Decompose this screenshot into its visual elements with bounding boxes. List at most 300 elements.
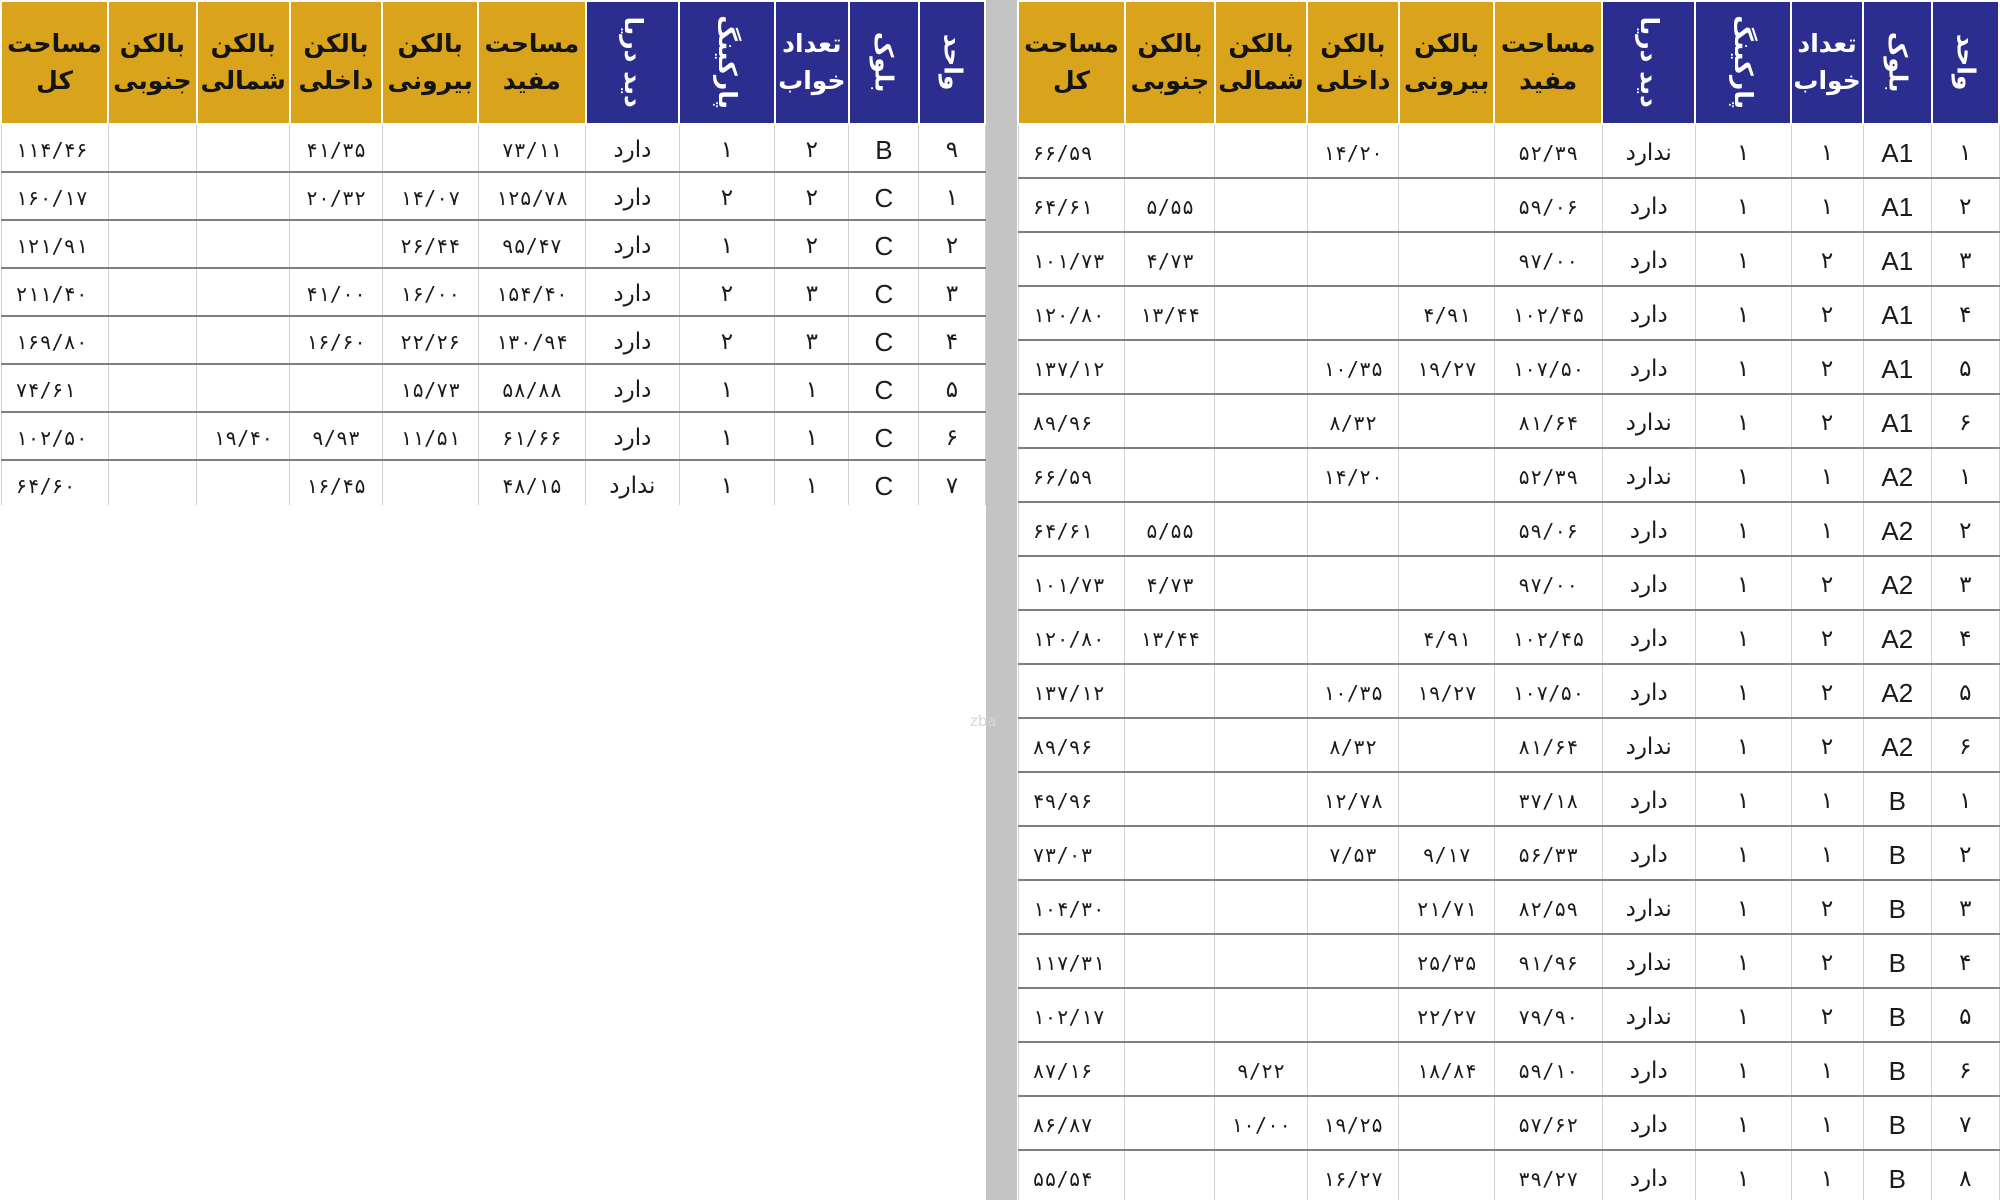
cell-unit: ۲ bbox=[1932, 502, 1999, 556]
table-row bbox=[1018, 394, 1999, 448]
column-header-parking bbox=[679, 1, 775, 124]
column-header-label: بلوک bbox=[870, 32, 900, 93]
table-row bbox=[1018, 1042, 1999, 1096]
cell-unit: ۱ bbox=[1932, 124, 1999, 178]
cell-sea-view: ندارد bbox=[1602, 988, 1695, 1042]
cell-beds: ۳ bbox=[775, 268, 849, 316]
column-header-label: واحد bbox=[1951, 34, 1981, 91]
cell-total-area: ۶۶/۵۹ bbox=[1018, 448, 1125, 502]
column-header-unit bbox=[1932, 1, 1999, 124]
table-row bbox=[1, 172, 985, 220]
cell-block: A2 bbox=[1863, 448, 1932, 502]
cell-sea-view: دارد bbox=[1602, 1150, 1695, 1200]
column-header-parking bbox=[1695, 1, 1791, 124]
cell-sea-view: دارد bbox=[586, 364, 679, 412]
cell-outer-balcony: ۲۶/۴۴ bbox=[382, 220, 478, 268]
cell-parking: ۱ bbox=[1695, 1096, 1791, 1150]
cell-outer-balcony bbox=[1399, 232, 1495, 286]
cell-inner-balcony: ۱۶/۴۵ bbox=[290, 460, 383, 505]
column-header-label: بالکن جنوبی bbox=[113, 29, 192, 95]
cell-beds: ۱ bbox=[1791, 1150, 1863, 1200]
cell-outer-balcony bbox=[1399, 124, 1495, 178]
cell-net-area: ۱۰۲/۴۵ bbox=[1494, 610, 1602, 664]
cell-north-balcony bbox=[197, 220, 290, 268]
cell-beds: ۱ bbox=[1791, 124, 1863, 178]
cell-outer-balcony: ۱۹/۲۷ bbox=[1399, 664, 1495, 718]
cell-south-balcony bbox=[108, 412, 197, 460]
cell-beds: ۲ bbox=[775, 124, 849, 172]
cell-north-balcony bbox=[1215, 232, 1307, 286]
column-header-inner-balcony bbox=[1307, 1, 1399, 124]
table-row bbox=[1018, 232, 1999, 286]
column-header-label: تعداد خواب bbox=[778, 29, 846, 95]
cell-net-area: ۶۱/۶۶ bbox=[478, 412, 586, 460]
cell-outer-balcony bbox=[1399, 772, 1495, 826]
table-row bbox=[1018, 286, 1999, 340]
cell-north-balcony bbox=[197, 172, 290, 220]
cell-total-area: ۱۶۹/۸۰ bbox=[1, 316, 108, 364]
cell-outer-balcony bbox=[382, 460, 478, 505]
left-table-panel bbox=[0, 0, 986, 505]
cell-south-balcony bbox=[1125, 718, 1215, 772]
cell-parking: ۱ bbox=[1695, 988, 1791, 1042]
cell-net-area: ۳۷/۱۸ bbox=[1494, 772, 1602, 826]
cell-beds: ۱ bbox=[1791, 772, 1863, 826]
cell-total-area: ۸۹/۹۶ bbox=[1018, 394, 1125, 448]
cell-outer-balcony bbox=[1399, 1096, 1495, 1150]
cell-unit: ۴ bbox=[1932, 610, 1999, 664]
cell-block: A2 bbox=[1863, 610, 1932, 664]
cell-north-balcony bbox=[1215, 610, 1307, 664]
column-header-label: دید دریا bbox=[1634, 16, 1664, 109]
cell-outer-balcony bbox=[1399, 556, 1495, 610]
column-header-label: بالکن شمالی bbox=[1218, 29, 1304, 95]
cell-beds: ۱ bbox=[1791, 1096, 1863, 1150]
cell-net-area: ۵۶/۳۳ bbox=[1494, 826, 1602, 880]
cell-block: C bbox=[849, 316, 919, 364]
cell-parking: ۲ bbox=[679, 316, 775, 364]
cell-south-balcony bbox=[1125, 124, 1215, 178]
cell-total-area: ۱۰۲/۱۷ bbox=[1018, 988, 1125, 1042]
cell-total-area: ۱۶۰/۱۷ bbox=[1, 172, 108, 220]
left-table-body bbox=[1, 124, 985, 505]
cell-sea-view: دارد bbox=[586, 412, 679, 460]
cell-total-area: ۷۳/۰۳ bbox=[1018, 826, 1125, 880]
table-row bbox=[1018, 826, 1999, 880]
cell-sea-view: دارد bbox=[1602, 286, 1695, 340]
cell-total-area: ۸۹/۹۶ bbox=[1018, 718, 1125, 772]
cell-beds: ۲ bbox=[1791, 718, 1863, 772]
cell-block: C bbox=[849, 220, 919, 268]
cell-net-area: ۸۱/۶۴ bbox=[1494, 718, 1602, 772]
column-header-net-area bbox=[478, 1, 586, 124]
cell-total-area: ۱۳۷/۱۲ bbox=[1018, 340, 1125, 394]
column-header-label: بلوک bbox=[1883, 32, 1913, 93]
cell-sea-view: دارد bbox=[1602, 1096, 1695, 1150]
header-row bbox=[1, 1, 985, 124]
table-row bbox=[1, 460, 985, 505]
column-header-sea-view bbox=[586, 1, 679, 124]
cell-total-area: ۷۴/۶۱ bbox=[1, 364, 108, 412]
cell-north-balcony: ۱۹/۴۰ bbox=[197, 412, 290, 460]
table-row bbox=[1018, 448, 1999, 502]
cell-south-balcony bbox=[1125, 664, 1215, 718]
cell-unit: ۳ bbox=[919, 268, 985, 316]
cell-net-area: ۵۲/۳۹ bbox=[1494, 124, 1602, 178]
cell-north-balcony bbox=[1215, 1150, 1307, 1200]
cell-sea-view: ندارد bbox=[1602, 394, 1695, 448]
cell-beds: ۲ bbox=[1791, 340, 1863, 394]
cell-north-balcony bbox=[197, 124, 290, 172]
column-header-unit bbox=[919, 1, 985, 124]
cell-inner-balcony bbox=[1307, 1042, 1399, 1096]
cell-north-balcony bbox=[197, 268, 290, 316]
table-row bbox=[1018, 340, 1999, 394]
cell-beds: ۱ bbox=[1791, 826, 1863, 880]
cell-south-balcony bbox=[1125, 826, 1215, 880]
cell-sea-view: ندارد bbox=[1602, 124, 1695, 178]
table-row bbox=[1, 220, 985, 268]
cell-inner-balcony bbox=[1307, 178, 1399, 232]
cell-outer-balcony: ۲۲/۲۷ bbox=[1399, 988, 1495, 1042]
cell-net-area: ۷۳/۱۱ bbox=[478, 124, 586, 172]
cell-parking: ۱ bbox=[679, 220, 775, 268]
cell-block: B bbox=[1863, 826, 1932, 880]
cell-south-balcony bbox=[1125, 1150, 1215, 1200]
cell-net-area: ۸۱/۶۴ bbox=[1494, 394, 1602, 448]
cell-total-area: ۶۶/۵۹ bbox=[1018, 124, 1125, 178]
right-table-panel bbox=[1017, 0, 2000, 1200]
cell-outer-balcony bbox=[1399, 1150, 1495, 1200]
cell-unit: ۲ bbox=[1932, 826, 1999, 880]
cell-sea-view: دارد bbox=[586, 172, 679, 220]
cell-outer-balcony bbox=[1399, 718, 1495, 772]
cell-inner-balcony: ۸/۳۲ bbox=[1307, 718, 1399, 772]
cell-inner-balcony: ۷/۵۳ bbox=[1307, 826, 1399, 880]
cell-inner-balcony bbox=[1307, 232, 1399, 286]
cell-net-area: ۹۷/۰۰ bbox=[1494, 556, 1602, 610]
cell-unit: ۶ bbox=[1932, 718, 1999, 772]
cell-south-balcony bbox=[1125, 934, 1215, 988]
cell-sea-view: دارد bbox=[1602, 826, 1695, 880]
cell-north-balcony bbox=[1215, 124, 1307, 178]
cell-total-area: ۶۴/۶۱ bbox=[1018, 178, 1125, 232]
cell-net-area: ۵۹/۰۶ bbox=[1494, 502, 1602, 556]
column-header-label: بالکن شمالی bbox=[200, 29, 286, 95]
cell-block: C bbox=[849, 172, 919, 220]
column-header-label: پارکینگ bbox=[713, 15, 743, 110]
cell-north-balcony bbox=[1215, 718, 1307, 772]
cell-north-balcony bbox=[1215, 826, 1307, 880]
cell-south-balcony bbox=[1125, 448, 1215, 502]
cell-inner-balcony: ۱۰/۳۵ bbox=[1307, 340, 1399, 394]
cell-outer-balcony: ۱۵/۷۳ bbox=[382, 364, 478, 412]
cell-south-balcony bbox=[108, 316, 197, 364]
table-row bbox=[1018, 664, 1999, 718]
cell-north-balcony: ۹/۲۲ bbox=[1215, 1042, 1307, 1096]
cell-sea-view: دارد bbox=[1602, 610, 1695, 664]
cell-unit: ۶ bbox=[1932, 1042, 1999, 1096]
cell-south-balcony bbox=[108, 268, 197, 316]
cell-block: A1 bbox=[1863, 232, 1932, 286]
cell-net-area: ۹۱/۹۶ bbox=[1494, 934, 1602, 988]
cell-beds: ۲ bbox=[1791, 988, 1863, 1042]
cell-outer-balcony: ۲۲/۲۶ bbox=[382, 316, 478, 364]
cell-sea-view: دارد bbox=[586, 268, 679, 316]
cell-north-balcony bbox=[1215, 880, 1307, 934]
cell-outer-balcony bbox=[1399, 448, 1495, 502]
cell-block: B bbox=[849, 124, 919, 172]
cell-parking: ۱ bbox=[1695, 124, 1791, 178]
cell-south-balcony: ۴/۷۳ bbox=[1125, 232, 1215, 286]
cell-unit: ۵ bbox=[1932, 340, 1999, 394]
cell-total-area: ۱۰۱/۷۳ bbox=[1018, 556, 1125, 610]
column-header-south-balcony bbox=[1125, 1, 1215, 124]
column-header-outer-balcony bbox=[382, 1, 478, 124]
cell-net-area: ۱۰۷/۵۰ bbox=[1494, 664, 1602, 718]
cell-north-balcony bbox=[1215, 286, 1307, 340]
cell-north-balcony bbox=[1215, 394, 1307, 448]
cell-total-area: ۸۶/۸۷ bbox=[1018, 1096, 1125, 1150]
cell-south-balcony bbox=[1125, 394, 1215, 448]
cell-total-area: ۸۷/۱۶ bbox=[1018, 1042, 1125, 1096]
cell-inner-balcony bbox=[290, 220, 383, 268]
column-header-north-balcony bbox=[197, 1, 290, 124]
cell-block: A2 bbox=[1863, 502, 1932, 556]
table-row bbox=[1018, 502, 1999, 556]
cell-south-balcony: ۴/۷۳ bbox=[1125, 556, 1215, 610]
cell-beds: ۲ bbox=[1791, 664, 1863, 718]
cell-block: A1 bbox=[1863, 286, 1932, 340]
cell-unit: ۴ bbox=[919, 316, 985, 364]
cell-north-balcony bbox=[1215, 340, 1307, 394]
cell-unit: ۴ bbox=[1932, 934, 1999, 988]
cell-beds: ۱ bbox=[1791, 448, 1863, 502]
cell-outer-balcony: ۱۴/۰۷ bbox=[382, 172, 478, 220]
cell-unit: ۶ bbox=[919, 412, 985, 460]
cell-block: A1 bbox=[1863, 340, 1932, 394]
cell-south-balcony bbox=[1125, 988, 1215, 1042]
cell-parking: ۱ bbox=[1695, 934, 1791, 988]
cell-net-area: ۱۰۲/۴۵ bbox=[1494, 286, 1602, 340]
cell-block: C bbox=[849, 460, 919, 505]
cell-net-area: ۵۸/۸۸ bbox=[478, 364, 586, 412]
cell-parking: ۱ bbox=[1695, 880, 1791, 934]
cell-unit: ۳ bbox=[1932, 232, 1999, 286]
cell-beds: ۲ bbox=[775, 172, 849, 220]
right-table-body bbox=[1018, 124, 1999, 1200]
cell-parking: ۱ bbox=[679, 412, 775, 460]
cell-inner-balcony: ۴۱/۳۵ bbox=[290, 124, 383, 172]
cell-parking: ۱ bbox=[1695, 394, 1791, 448]
table-row bbox=[1018, 556, 1999, 610]
cell-block: B bbox=[1863, 988, 1932, 1042]
cell-total-area: ۱۰۴/۳۰ bbox=[1018, 880, 1125, 934]
left-table-header bbox=[1, 1, 985, 124]
cell-south-balcony bbox=[108, 220, 197, 268]
cell-parking: ۱ bbox=[1695, 340, 1791, 394]
cell-outer-balcony: ۱۱/۵۱ bbox=[382, 412, 478, 460]
cell-block: A1 bbox=[1863, 178, 1932, 232]
cell-total-area: ۶۴/۶۱ bbox=[1018, 502, 1125, 556]
cell-north-balcony bbox=[1215, 502, 1307, 556]
table-row bbox=[1018, 880, 1999, 934]
cell-net-area: ۴۸/۱۵ bbox=[478, 460, 586, 505]
cell-inner-balcony: ۱۴/۲۰ bbox=[1307, 124, 1399, 178]
cell-sea-view: ندارد bbox=[1602, 934, 1695, 988]
cell-parking: ۱ bbox=[1695, 556, 1791, 610]
column-header-total-area bbox=[1018, 1, 1125, 124]
cell-sea-view: دارد bbox=[1602, 1042, 1695, 1096]
cell-block: B bbox=[1863, 772, 1932, 826]
cell-unit: ۸ bbox=[1932, 1150, 1999, 1200]
column-header-label: بالکن داخلی bbox=[298, 29, 374, 95]
cell-inner-balcony bbox=[1307, 556, 1399, 610]
cell-total-area: ۵۵/۵۴ bbox=[1018, 1150, 1125, 1200]
cell-net-area: ۸۲/۵۹ bbox=[1494, 880, 1602, 934]
cell-sea-view: دارد bbox=[586, 124, 679, 172]
cell-block: C bbox=[849, 364, 919, 412]
header-row bbox=[1018, 1, 1999, 124]
cell-north-balcony bbox=[1215, 178, 1307, 232]
column-header-block bbox=[849, 1, 919, 124]
watermark-text: zba bbox=[970, 712, 997, 730]
cell-total-area: ۱۱۴/۴۶ bbox=[1, 124, 108, 172]
cell-beds: ۳ bbox=[775, 316, 849, 364]
cell-total-area: ۱۰۱/۷۳ bbox=[1018, 232, 1125, 286]
column-header-block bbox=[1863, 1, 1932, 124]
cell-block: A2 bbox=[1863, 718, 1932, 772]
cell-block: B bbox=[1863, 934, 1932, 988]
cell-outer-balcony bbox=[1399, 502, 1495, 556]
column-header-label: تعداد خواب bbox=[1793, 29, 1861, 95]
cell-beds: ۱ bbox=[1791, 502, 1863, 556]
cell-south-balcony bbox=[1125, 1096, 1215, 1150]
cell-parking: ۱ bbox=[1695, 772, 1791, 826]
cell-sea-view: دارد bbox=[1602, 502, 1695, 556]
cell-unit: ۱ bbox=[919, 172, 985, 220]
cell-net-area: ۱۳۰/۹۴ bbox=[478, 316, 586, 364]
cell-unit: ۵ bbox=[1932, 988, 1999, 1042]
cell-north-balcony bbox=[1215, 772, 1307, 826]
cell-south-balcony bbox=[108, 364, 197, 412]
cell-beds: ۲ bbox=[1791, 934, 1863, 988]
cell-inner-balcony bbox=[1307, 934, 1399, 988]
cell-total-area: ۶۴/۶۰ bbox=[1, 460, 108, 505]
cell-outer-balcony: ۱۸/۸۴ bbox=[1399, 1042, 1495, 1096]
cell-south-balcony bbox=[108, 124, 197, 172]
cell-net-area: ۵۹/۰۶ bbox=[1494, 178, 1602, 232]
cell-inner-balcony: ۲۰/۳۲ bbox=[290, 172, 383, 220]
cell-net-area: ۱۲۵/۷۸ bbox=[478, 172, 586, 220]
cell-parking: ۱ bbox=[1695, 178, 1791, 232]
table-row bbox=[1, 268, 985, 316]
cell-south-balcony: ۱۳/۴۴ bbox=[1125, 286, 1215, 340]
cell-sea-view: دارد bbox=[586, 220, 679, 268]
cell-south-balcony: ۵/۵۵ bbox=[1125, 178, 1215, 232]
cell-inner-balcony: ۱۶/۶۰ bbox=[290, 316, 383, 364]
cell-parking: ۱ bbox=[679, 460, 775, 505]
column-header-label: مساحت کل bbox=[1024, 29, 1119, 95]
cell-north-balcony bbox=[1215, 664, 1307, 718]
cell-net-area: ۳۹/۲۷ bbox=[1494, 1150, 1602, 1200]
cell-outer-balcony: ۲۵/۳۵ bbox=[1399, 934, 1495, 988]
cell-outer-balcony bbox=[1399, 178, 1495, 232]
cell-beds: ۱ bbox=[775, 364, 849, 412]
cell-block: A2 bbox=[1863, 556, 1932, 610]
cell-block: B bbox=[1863, 880, 1932, 934]
cell-inner-balcony: ۱۴/۲۰ bbox=[1307, 448, 1399, 502]
column-header-inner-balcony bbox=[290, 1, 383, 124]
cell-net-area: ۵۲/۳۹ bbox=[1494, 448, 1602, 502]
column-header-label: پارکینگ bbox=[1729, 15, 1759, 110]
cell-parking: ۱ bbox=[1695, 232, 1791, 286]
cell-south-balcony bbox=[1125, 1042, 1215, 1096]
column-header-label: بالکن بیرونی bbox=[1403, 29, 1490, 95]
cell-outer-balcony bbox=[382, 124, 478, 172]
left-units-table bbox=[0, 0, 986, 505]
cell-beds: ۲ bbox=[1791, 232, 1863, 286]
cell-net-area: ۹۷/۰۰ bbox=[1494, 232, 1602, 286]
panel-divider bbox=[986, 0, 1017, 1200]
column-header-beds bbox=[775, 1, 849, 124]
cell-total-area: ۲۱۱/۴۰ bbox=[1, 268, 108, 316]
table-row bbox=[1, 124, 985, 172]
table-row bbox=[1018, 988, 1999, 1042]
cell-parking: ۱ bbox=[1695, 1042, 1791, 1096]
cell-net-area: ۱۰۷/۵۰ bbox=[1494, 340, 1602, 394]
cell-total-area: ۱۲۰/۸۰ bbox=[1018, 610, 1125, 664]
cell-outer-balcony: ۴/۹۱ bbox=[1399, 286, 1495, 340]
cell-inner-balcony bbox=[1307, 610, 1399, 664]
cell-block: B bbox=[1863, 1096, 1932, 1150]
cell-inner-balcony: ۴۱/۰۰ bbox=[290, 268, 383, 316]
cell-north-balcony bbox=[1215, 934, 1307, 988]
column-header-net-area bbox=[1494, 1, 1602, 124]
cell-beds: ۱ bbox=[775, 412, 849, 460]
cell-outer-balcony: ۲۱/۷۱ bbox=[1399, 880, 1495, 934]
cell-sea-view: دارد bbox=[1602, 772, 1695, 826]
cell-inner-balcony bbox=[1307, 988, 1399, 1042]
cell-parking: ۲ bbox=[679, 268, 775, 316]
cell-block: A1 bbox=[1863, 394, 1932, 448]
column-header-label: بالکن داخلی bbox=[1315, 29, 1391, 95]
cell-north-balcony bbox=[197, 316, 290, 364]
cell-unit: ۳ bbox=[1932, 880, 1999, 934]
cell-parking: ۱ bbox=[1695, 286, 1791, 340]
cell-beds: ۲ bbox=[1791, 394, 1863, 448]
cell-sea-view: ندارد bbox=[1602, 880, 1695, 934]
cell-parking: ۱ bbox=[1695, 664, 1791, 718]
table-row bbox=[1018, 124, 1999, 178]
cell-parking: ۱ bbox=[1695, 718, 1791, 772]
cell-beds: ۱ bbox=[775, 460, 849, 505]
cell-beds: ۱ bbox=[1791, 1042, 1863, 1096]
cell-sea-view: ندارد bbox=[1602, 718, 1695, 772]
cell-sea-view: دارد bbox=[1602, 340, 1695, 394]
cell-south-balcony bbox=[1125, 880, 1215, 934]
cell-total-area: ۱۲۰/۸۰ bbox=[1018, 286, 1125, 340]
cell-outer-balcony: ۴/۹۱ bbox=[1399, 610, 1495, 664]
cell-parking: ۱ bbox=[1695, 610, 1791, 664]
column-header-label: مساحت مفید bbox=[484, 29, 580, 95]
cell-block: A2 bbox=[1863, 664, 1932, 718]
cell-north-balcony bbox=[1215, 988, 1307, 1042]
cell-south-balcony: ۵/۵۵ bbox=[1125, 502, 1215, 556]
table-row bbox=[1, 412, 985, 460]
cell-net-area: ۷۹/۹۰ bbox=[1494, 988, 1602, 1042]
cell-beds: ۲ bbox=[1791, 610, 1863, 664]
